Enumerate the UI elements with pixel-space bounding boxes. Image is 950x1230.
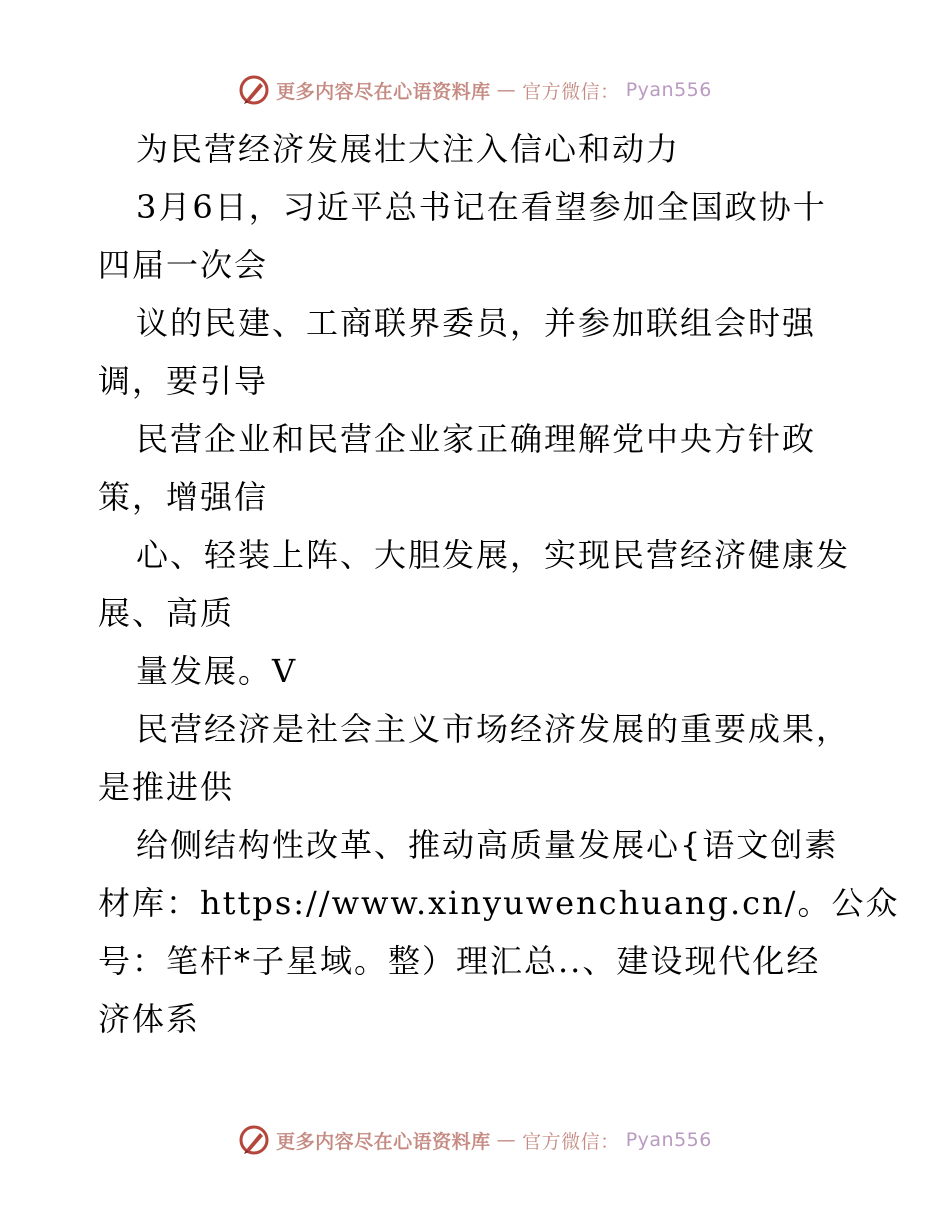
pen-logo-icon xyxy=(238,1124,270,1156)
text-line: 议的民建、工商联界委员，并参加联组会时强 xyxy=(136,304,817,342)
document-title: 为民营经济发展壮大注入信心和动力 xyxy=(136,130,681,168)
banner-contact-label: 官方微信： xyxy=(522,1130,620,1153)
pen-logo-icon xyxy=(238,74,270,106)
text-line: 民营经济是社会主义市场经济发展的重要成果， xyxy=(136,710,851,748)
text-line: 调，要引导 xyxy=(98,362,269,400)
text-line: 号：笔杆*子星域。整）理汇总..、建设现代化经 xyxy=(98,942,821,980)
text-line: 给侧结构性改革、推动高质量发展心{语文创素 xyxy=(136,826,839,864)
document-body xyxy=(98,120,900,1048)
text-line: 量发展。V xyxy=(136,652,298,690)
text-line: 济体系 xyxy=(98,1000,201,1038)
banner-contact-label: 官方微信： xyxy=(522,80,620,103)
header-banner xyxy=(0,70,950,110)
banner-separator: — xyxy=(496,79,517,101)
banner-title: 更多内容尽在心语资料库 xyxy=(276,1130,491,1153)
footer-banner xyxy=(0,1120,950,1160)
banner-separator: — xyxy=(496,1129,517,1151)
banner-title: 更多内容尽在心语资料库 xyxy=(276,80,491,103)
banner-contact-id: Pyan556 xyxy=(625,1129,712,1151)
text-line: 心、轻装上阵、大胆发展，实现民营经济健康发 xyxy=(136,536,851,574)
text-line: 策，增强信 xyxy=(98,478,269,516)
text-line: 材库：https://www.xinyuwenchuang.cn/。公众 xyxy=(98,884,900,922)
text-line: 是推进供 xyxy=(98,768,235,806)
text-line: 3月6日，习近平总书记在看望参加全国政协十 xyxy=(136,188,827,226)
text-line: 展、高质 xyxy=(98,594,235,632)
text-line: 四届一次会 xyxy=(98,246,269,284)
banner-contact-id: Pyan556 xyxy=(625,79,712,101)
text-line: 民营企业和民营企业家正确理解党中央方针政 xyxy=(136,420,817,458)
